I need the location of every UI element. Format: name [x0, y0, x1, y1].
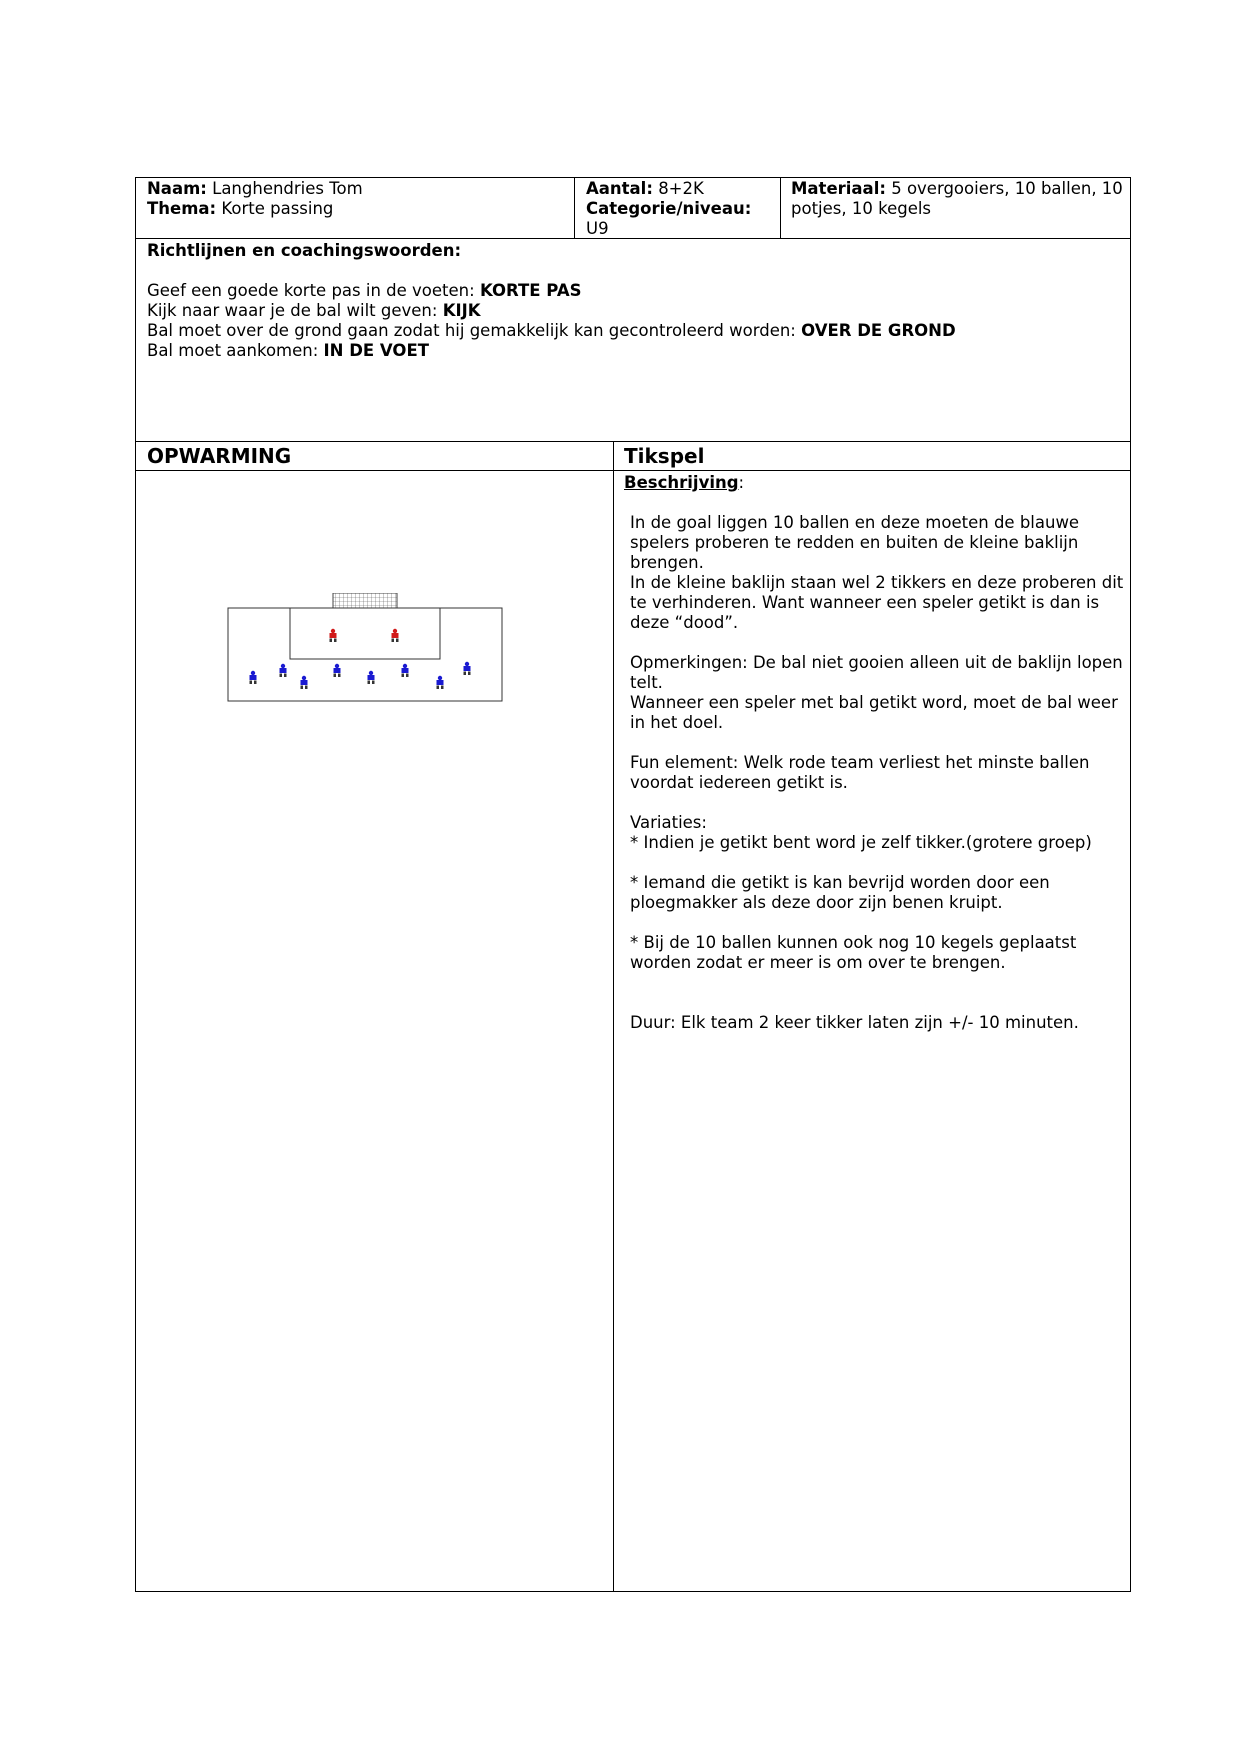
richtlijnen-title [147, 241, 1122, 261]
naam-label: Naam: [147, 179, 207, 198]
divider-col-2 [780, 177, 781, 238]
cell-description [624, 473, 1124, 1033]
richtlijn-text: Bal moet aankomen: [147, 341, 324, 360]
field-outline [228, 608, 502, 701]
categorie-value: U9 [586, 219, 609, 238]
thema-label: Thema: [147, 199, 217, 218]
description-paragraph: * Iemand die getikt is kan bevrijd worden door een ploegmakker als deze door zijn benen kruipt. [630, 873, 1050, 912]
border-bottom [135, 1591, 1131, 1592]
border-top [135, 177, 1131, 178]
description-label: Beschrijving [624, 473, 739, 492]
richtlijn-text: Kijk naar waar je de bal wilt geven: [147, 301, 443, 320]
border-left [135, 177, 136, 1592]
richtlijn-keyword: OVER DE GROND [801, 321, 956, 340]
divider-col-main [613, 441, 614, 1592]
divider-richtlijnen [135, 441, 1131, 442]
naam-value: Langhendries Tom [212, 179, 363, 198]
materiaal-value: 5 overgooiers, 10 ballen, 10 potjes, 10 kegels [791, 179, 1123, 218]
description-label-row [624, 473, 1124, 493]
cell-naam-thema [147, 179, 567, 219]
border-right [1130, 177, 1131, 1592]
richtlijn-line [147, 341, 1122, 361]
divider-col-1 [574, 177, 575, 238]
richtlijn-keyword: IN DE VOET [323, 341, 429, 360]
aantal-row [586, 179, 778, 199]
description-paragraph: Opmerkingen: De bal niet gooien alleen uit de baklijn lopen telt. [630, 653, 1123, 692]
cell-aantal-categorie [586, 179, 778, 239]
description-paragraph: * Bij de 10 ballen kunnen ook nog 10 kegels geplaatst worden zodat er meer is om over te brengen. [630, 933, 1077, 972]
aantal-value: 8+2K [658, 179, 704, 198]
section-title-opwarming: OPWARMING [147, 444, 292, 468]
description-paragraph: Duur: Elk team 2 keer tikker laten zijn +/- 10 minuten. [630, 1013, 1079, 1032]
description-paragraph: Variaties: [630, 813, 707, 832]
richtlijn-keyword: KIJK [442, 301, 481, 320]
categorie-label: Categorie/niveau: [586, 199, 752, 218]
naam-row [147, 179, 567, 199]
description-paragraph: Fun element: Welk rode team verliest het minste ballen voordat iedereen getikt is. [630, 753, 1090, 792]
richtlijnen-title-text: Richtlijnen en coachingswoorden: [147, 241, 462, 260]
description-paragraph: Wanneer een speler met bal getikt word, moet de bal weer in het doel. [630, 693, 1118, 732]
divider-section-title [135, 470, 1131, 471]
richtlijn-text: Geef een goede korte pas in de voeten: [147, 281, 480, 300]
description-paragraph: In de goal liggen 10 ballen en deze moeten de blauwe spelers proberen te redden en buiten de kleine baklijn brengen. [630, 513, 1080, 572]
cell-richtlijnen [147, 241, 1122, 361]
description-paragraph: * Indien je getikt bent word je zelf tikker.(grotere groep) [630, 833, 1092, 852]
richtlijn-line [147, 321, 1122, 341]
thema-value: Korte passing [221, 199, 334, 218]
richtlijn-line [147, 301, 1122, 321]
goal-net [333, 593, 397, 608]
description-colon: : [738, 473, 745, 492]
richtlijn-text: Bal moet over de grond gaan zodat hij gemakkelijk kan gecontroleerd worden: [147, 321, 802, 340]
aantal-label: Aantal: [586, 179, 653, 198]
thema-row [147, 199, 567, 219]
description-paragraph: In de kleine baklijn staan wel 2 tikkers en deze proberen dit te verhinderen. Want wanneer een speler getikt is dan is deze “dood”. [630, 573, 1124, 632]
exercise-sheet [135, 177, 1131, 1592]
richtlijn-keyword: KORTE PAS [479, 281, 582, 300]
richtlijn-line [147, 281, 1122, 301]
categorie-row [586, 199, 778, 219]
materiaal-label: Materiaal: [791, 179, 886, 198]
cell-materiaal [791, 179, 1127, 219]
section-title-tikspel: Tikspel [624, 444, 705, 468]
field-diagram [227, 593, 503, 713]
